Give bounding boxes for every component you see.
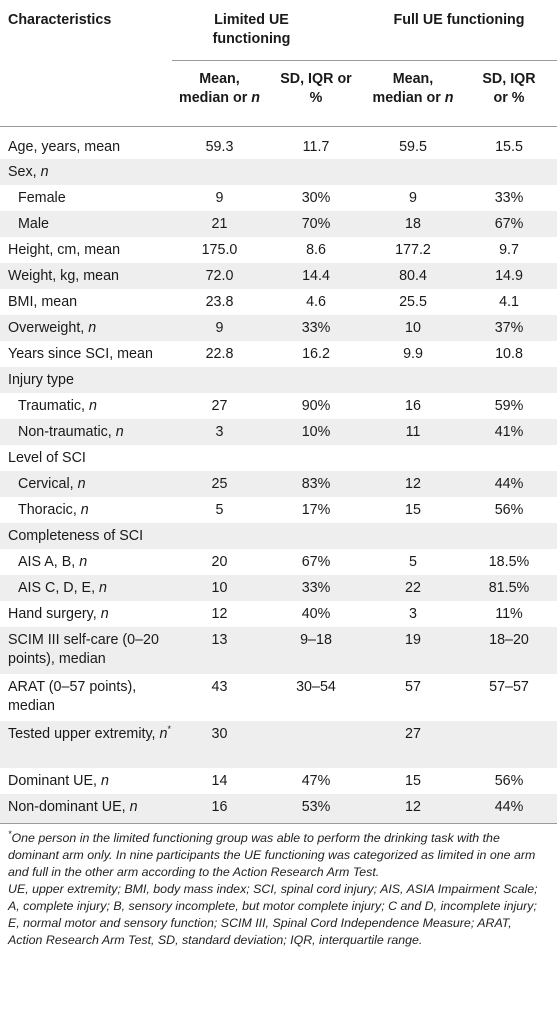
full-mean-cell: 12	[405, 476, 421, 492]
full-sd-cell: 56%	[494, 773, 524, 789]
row-label-text: Non-dominant UE,	[8, 799, 130, 815]
limited-sd-cell: 40%	[301, 606, 331, 622]
row-label-n: n	[100, 773, 109, 789]
row-label	[0, 768, 172, 794]
limited-mean-cell	[172, 159, 267, 185]
row-label	[0, 445, 172, 471]
row-label	[0, 674, 172, 721]
limited-mean-cell: 9	[215, 320, 224, 336]
row-label	[0, 159, 172, 185]
table-row	[0, 211, 557, 237]
full-mean-cell: 18	[405, 216, 421, 232]
limited-mean-cell: 43	[211, 679, 228, 695]
table-row	[0, 289, 557, 315]
full-mean-cell: 15	[405, 502, 421, 518]
limited-mean-cell: 20	[211, 554, 228, 570]
table-row	[0, 601, 557, 627]
row-label-text: Hand surgery,	[8, 606, 101, 622]
full-sd-cell	[461, 159, 557, 185]
full-mean-cell: 27	[405, 726, 421, 742]
limited-mean-cell: 59.3	[205, 138, 234, 155]
full-sd-cell: 81.5%	[488, 580, 530, 596]
row-label	[0, 627, 172, 674]
limited-sd-cell: 4.6	[306, 294, 326, 310]
table-row	[0, 315, 557, 341]
table-row	[0, 237, 557, 263]
row-label	[0, 126, 172, 159]
row-label-text: BMI, mean	[8, 294, 78, 310]
limited-mean-cell: 16	[211, 799, 228, 815]
limited-sd-cell: 8.6	[306, 242, 326, 258]
row-label-text: Female	[18, 190, 66, 206]
row-label-text: Male	[18, 216, 49, 232]
row-label-n: n	[77, 476, 86, 492]
full-sd-cell: 67%	[494, 216, 524, 232]
row-label-n: n	[40, 164, 49, 180]
header-full-ue: Full UE functioning	[365, 0, 557, 60]
full-mean-cell: 19	[405, 632, 421, 648]
limited-sd-cell	[267, 523, 365, 549]
full-sd-cell: 10.8	[495, 346, 523, 362]
table-row	[0, 768, 557, 794]
table-row	[0, 159, 557, 185]
limited-mean-cell: 12	[211, 606, 228, 622]
row-label-text: Non-traumatic,	[18, 424, 116, 440]
limited-sd-cell: 47%	[301, 773, 331, 789]
row-label-text: Cervical,	[18, 476, 78, 492]
row-label-n: n	[129, 799, 138, 815]
row-label	[0, 601, 172, 627]
limited-sd-cell: 67%	[301, 554, 331, 570]
row-label-text: ARAT (0–57 points), median	[8, 679, 137, 714]
header-full-mean-line2: median or	[372, 89, 445, 106]
header-full-sd-line1: SD, IQR	[482, 70, 536, 87]
header-full-sd	[461, 60, 557, 126]
table-row	[0, 263, 557, 289]
full-sd-cell: 37%	[494, 320, 524, 336]
limited-sd-cell: 33%	[301, 580, 331, 596]
header-limited-mean-n: n	[251, 89, 261, 106]
table-row	[0, 549, 557, 575]
row-label-n: n	[159, 726, 168, 742]
row-label	[0, 289, 172, 315]
header-limited-sd-line2: %	[309, 89, 323, 106]
header-empty	[0, 60, 172, 126]
limited-mean-cell: 10	[211, 580, 228, 596]
limited-sd-cell: 9–18	[300, 632, 332, 648]
full-sd-cell: 11%	[495, 606, 523, 622]
full-mean-cell	[365, 523, 461, 549]
row-label-n: n	[99, 580, 107, 596]
table-row	[0, 367, 557, 393]
table-row	[0, 126, 557, 159]
full-mean-cell: 11	[405, 424, 421, 440]
table-row	[0, 721, 557, 768]
row-label	[0, 341, 172, 367]
full-mean-cell: 12	[405, 799, 421, 815]
row-label	[0, 237, 172, 263]
limited-sd-cell: 30%	[301, 190, 331, 206]
full-sd-cell: 15.5	[495, 138, 523, 155]
header-full-mean-n: n	[444, 89, 454, 106]
row-label	[0, 367, 172, 393]
header-limited-mean-line2: median or	[178, 89, 252, 106]
full-sd-cell: 44%	[494, 799, 524, 815]
row-label-text: AIS A, B,	[18, 554, 80, 570]
limited-sd-cell: 33%	[301, 320, 331, 336]
limited-mean-cell	[172, 445, 267, 471]
row-label	[0, 794, 172, 823]
header-full-mean-line1: Mean,	[392, 70, 434, 87]
full-mean-cell: 177.2	[395, 242, 431, 258]
full-sd-cell: 44%	[494, 476, 524, 492]
row-label-footnote-mark: *	[167, 724, 171, 735]
full-sd-cell: 9.7	[499, 242, 519, 258]
table-row	[0, 341, 557, 367]
limited-mean-cell: 72.0	[205, 268, 234, 284]
row-label-text: Thoracic,	[18, 502, 81, 518]
row-label-text: Tested upper extremity,	[8, 726, 160, 742]
full-mean-cell: 57	[405, 679, 421, 695]
full-mean-cell	[365, 445, 461, 471]
full-mean-cell: 59.5	[399, 138, 427, 155]
limited-sd-cell	[267, 721, 365, 768]
limited-mean-cell: 14	[211, 773, 228, 789]
table-row	[0, 523, 557, 549]
full-sd-cell: 18.5%	[488, 554, 530, 570]
row-label	[0, 721, 172, 768]
row-label-text: Height, cm, mean	[8, 242, 121, 258]
full-sd-cell: 33%	[494, 190, 524, 206]
row-label	[0, 393, 172, 419]
table-row	[0, 185, 557, 211]
row-label	[0, 523, 172, 549]
limited-sd-cell: 70%	[301, 216, 331, 232]
full-mean-cell: 3	[409, 606, 417, 622]
table-row	[0, 575, 557, 601]
row-label	[0, 263, 172, 289]
table-row	[0, 393, 557, 419]
table-body	[0, 126, 557, 823]
row-label-n: n	[79, 554, 88, 570]
header-full-sd-line2: or %	[493, 89, 525, 106]
full-mean-cell: 15	[405, 773, 421, 789]
full-sd-cell	[461, 445, 557, 471]
full-mean-cell	[365, 367, 461, 393]
limited-mean-cell: 30	[211, 726, 228, 742]
row-label	[0, 419, 172, 445]
full-sd-cell	[461, 367, 557, 393]
limited-mean-cell: 9	[215, 190, 224, 206]
row-label-text: Sex,	[8, 164, 41, 180]
header-group-row	[0, 0, 557, 60]
full-sd-cell: 14.9	[495, 268, 523, 284]
table-row	[0, 627, 557, 674]
header-limited-ue: Limited UE functioning	[172, 0, 365, 60]
full-mean-cell: 9	[409, 190, 417, 206]
full-sd-cell: 57–57	[489, 679, 529, 695]
row-label	[0, 315, 172, 341]
full-mean-cell: 5	[409, 554, 417, 570]
footnote-star-text: One person in the limited functioning group was able to perform the drinking task with the dominant arm only. In nine participants the UE functioning was categorized as limited in one arm and full in the other arm according to the Action Research Arm Test.	[8, 831, 536, 879]
full-sd-cell: 4.1	[499, 294, 519, 310]
full-sd-cell: 59%	[494, 398, 524, 414]
row-label-n: n	[88, 320, 97, 336]
row-label	[0, 575, 172, 601]
table-row	[0, 445, 557, 471]
limited-mean-cell	[172, 523, 267, 549]
full-mean-cell: 9.9	[403, 346, 423, 362]
limited-mean-cell: 22.8	[205, 346, 234, 362]
row-label	[0, 549, 172, 575]
table-row	[0, 471, 557, 497]
full-sd-cell: 56%	[494, 502, 524, 518]
header-full-mean	[365, 60, 461, 126]
row-label-text: Dominant UE,	[8, 773, 101, 789]
full-mean-cell: 16	[405, 398, 421, 414]
limited-sd-cell: 16.2	[302, 346, 330, 362]
full-sd-cell	[461, 721, 557, 768]
row-label-n: n	[80, 502, 89, 518]
row-label-text: Level of SCI	[8, 450, 86, 466]
row-label-n: n	[115, 424, 124, 440]
row-label	[0, 211, 172, 237]
full-mean-cell: 25.5	[399, 294, 427, 310]
row-label-n: n	[100, 606, 109, 622]
row-label	[0, 185, 172, 211]
limited-sd-cell: 90%	[301, 398, 331, 414]
full-sd-cell	[461, 523, 557, 549]
row-label-text: Weight, kg, mean	[8, 268, 119, 284]
limited-sd-cell: 10%	[301, 424, 331, 440]
row-label	[0, 497, 172, 523]
row-label-text: Age, years, mean	[8, 138, 121, 155]
footnote-star-mark: *	[8, 828, 12, 839]
row-label-text: Years since SCI, mean	[8, 346, 153, 362]
limited-sd-cell: 17%	[301, 502, 331, 518]
row-label-text: Overweight,	[8, 320, 89, 336]
row-label-text: Completeness of SCI	[8, 528, 144, 544]
limited-sd-cell: 83%	[301, 476, 331, 492]
limited-mean-cell: 175.0	[201, 242, 238, 258]
limited-sd-cell: 30–54	[296, 679, 336, 695]
table-footnotes	[0, 824, 557, 949]
table-row	[0, 419, 557, 445]
row-label-n: n	[88, 398, 97, 414]
row-label-text: AIS C, D, E,	[18, 580, 100, 596]
header-sub-row	[0, 60, 557, 126]
row-label	[0, 471, 172, 497]
header-limited-mean-line1: Mean,	[199, 70, 240, 87]
full-mean-cell: 80.4	[399, 268, 427, 284]
limited-mean-cell: 5	[215, 502, 224, 518]
limited-mean-cell: 13	[211, 632, 228, 648]
header-limited-sd-line1: SD, IQR or	[280, 70, 352, 87]
full-sd-cell: 41%	[494, 424, 524, 440]
table-row	[0, 794, 557, 823]
limited-mean-cell: 27	[211, 398, 228, 414]
footnote-abbreviations: UE, upper extremity; BMI, body mass index; SCI, spinal cord injury; AIS, ASIA Impairment Scale; A, complete injury; B, sensory incomplete, but motor complete injury; C and D, incomplete injury; E, normal motor and sensory function; SCIM III, Spinal Cord Independence Measure; ARAT, Action Research Arm Test, SD, standard deviation; IQR, interquartile range.	[8, 882, 538, 947]
header-limited-mean	[172, 60, 267, 126]
limited-mean-cell: 23.8	[205, 294, 234, 310]
full-mean-cell: 10	[405, 320, 421, 336]
header-characteristics: Characteristics	[8, 12, 112, 28]
table-row	[0, 674, 557, 721]
header-limited-sd	[267, 60, 365, 126]
limited-sd-cell	[267, 445, 365, 471]
limited-sd-cell: 53%	[301, 799, 331, 815]
row-label-text: Injury type	[8, 372, 74, 388]
table-row	[0, 497, 557, 523]
row-label-text: SCIM III self-care (0–20 points), median	[8, 632, 159, 667]
full-mean-cell: 22	[405, 580, 421, 596]
limited-sd-cell: 14.4	[302, 268, 330, 284]
full-mean-cell	[365, 159, 461, 185]
row-label-text: Traumatic,	[18, 398, 89, 414]
limited-mean-cell: 25	[211, 476, 228, 492]
limited-sd-cell	[267, 159, 365, 185]
limited-mean-cell: 3	[215, 424, 224, 440]
limited-sd-cell	[267, 367, 365, 393]
limited-sd-cell: 11.7	[302, 138, 330, 155]
footnote-star	[8, 830, 549, 881]
full-sd-cell: 18–20	[489, 632, 529, 648]
limited-mean-cell	[172, 367, 267, 393]
limited-mean-cell: 21	[211, 216, 228, 232]
